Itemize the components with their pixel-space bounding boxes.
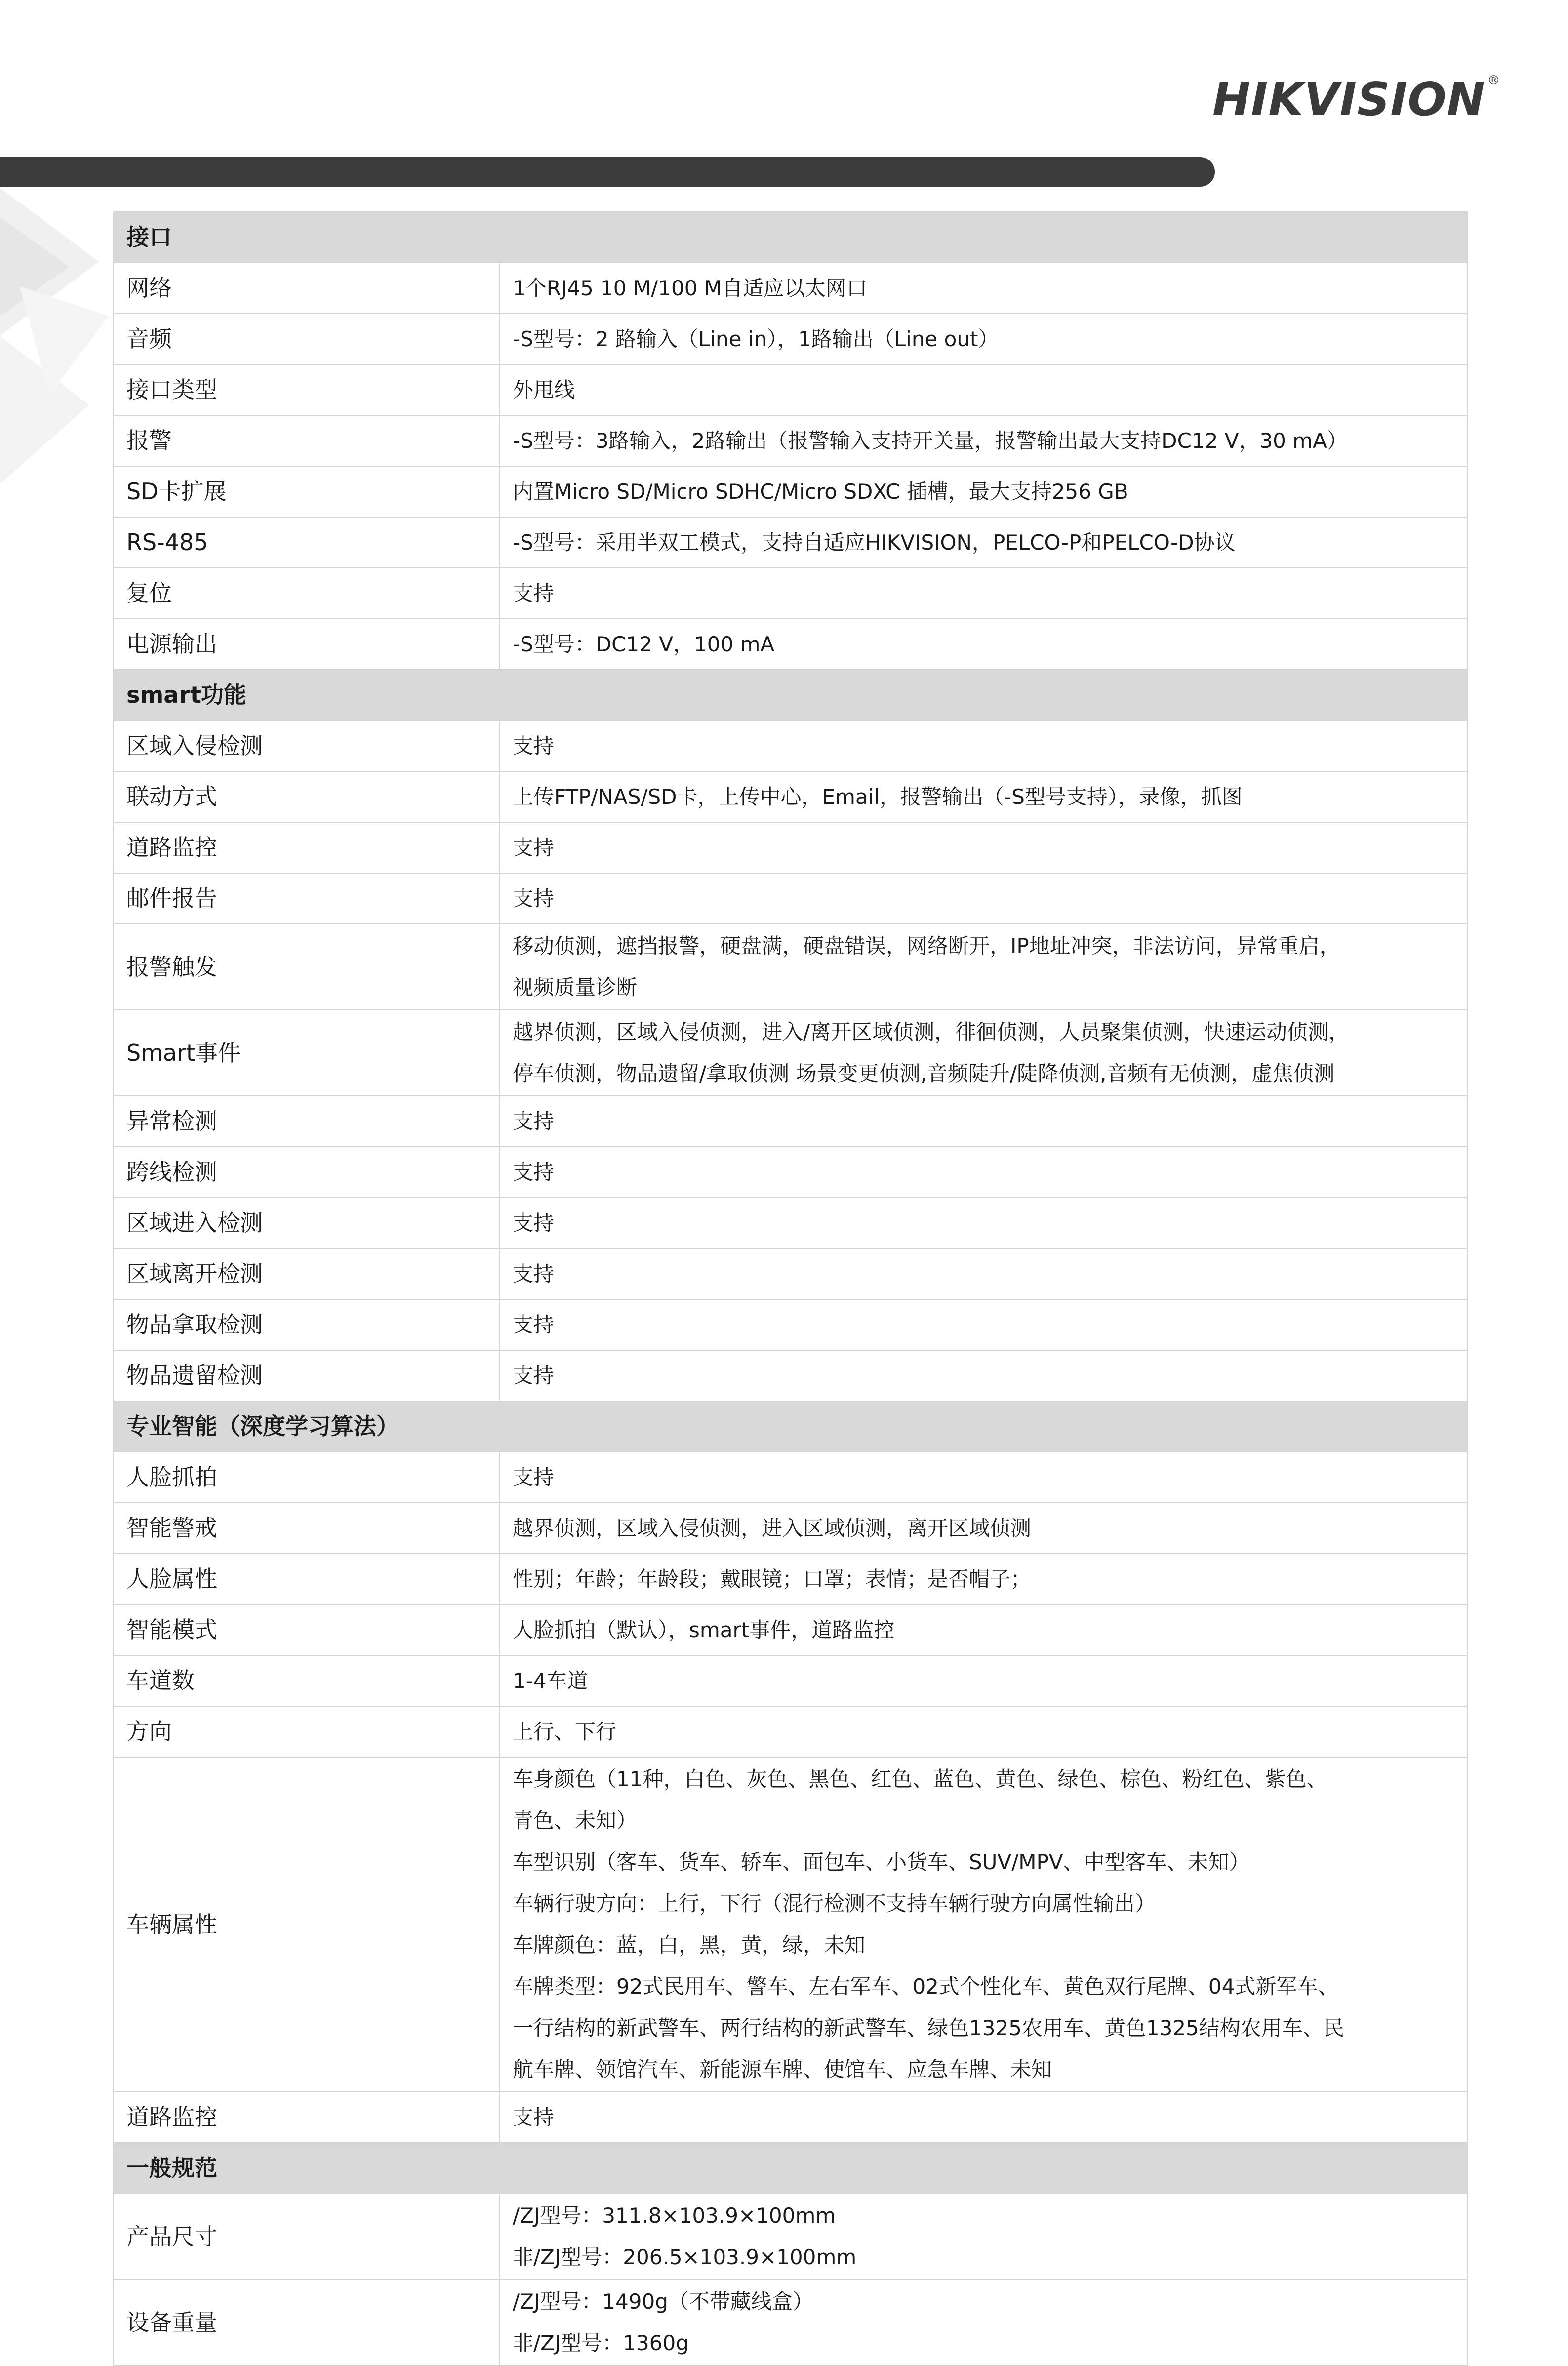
spec-value-line: 支持 <box>513 2105 555 2129</box>
spec-row <box>113 263 1467 314</box>
spec-label: 人脸抓拍 <box>113 1452 499 1503</box>
spec-row <box>113 1010 1467 1096</box>
spec-label: 人脸属性 <box>113 1554 499 1604</box>
spec-value <box>499 517 1467 568</box>
spec-label: 异常检测 <box>113 1096 499 1147</box>
spec-value-line: 性别；年龄；年龄段；戴眼镜；口罩；表情；是否帽子； <box>513 1567 1032 1591</box>
spec-row <box>113 517 1467 568</box>
spec-value <box>499 1096 1467 1147</box>
spec-value-line: 车牌类型：92式民用车、警车、左右军车、02式个性化车、黄色双行尾牌、04式新军车、 <box>513 1974 1339 1999</box>
spec-value-line: 非/ZJ型号：206.5×103.9×100mm <box>513 2245 857 2269</box>
spec-value-line: 1-4车道 <box>513 1669 588 1693</box>
spec-value <box>499 1010 1467 1096</box>
spec-value-line: 支持 <box>513 1262 555 1286</box>
hikvision-logo: HIKVISION ® <box>1212 73 1501 126</box>
spec-row <box>113 1350 1467 1401</box>
spec-value <box>499 721 1467 771</box>
spec-label: 道路监控 <box>113 822 499 873</box>
spec-value <box>499 1350 1467 1401</box>
section-header <box>113 212 1467 263</box>
spec-value-line: 视频质量诊断 <box>513 975 638 1000</box>
spec-value-line: -S型号：DC12 V，100 mA <box>513 632 775 656</box>
spec-row <box>113 314 1467 364</box>
spec-value-line: 支持 <box>513 1363 555 1388</box>
spec-value <box>499 1757 1467 2092</box>
spec-value-line: 移动侦测，遮挡报警，硬盘满，硬盘错误，网络断开，IP地址冲突，非法访问，异常重启， <box>513 934 1340 958</box>
spec-row <box>113 1452 1467 1503</box>
spec-label: 智能警戒 <box>113 1503 499 1554</box>
spec-value-line: -S型号：3路输入，2路输出（报警输入支持开关量，报警输出最大支持DC12 V，30 mA） <box>513 429 1348 453</box>
spec-label: 设备重量 <box>113 2280 499 2366</box>
spec-label: 联动方式 <box>113 771 499 822</box>
spec-row <box>113 619 1467 670</box>
spec-value-line: -S型号：2 路输入（Line in），1路输出（Line out） <box>513 327 999 351</box>
section-title: 专业智能（深度学习算法） <box>113 1401 1467 1452</box>
spec-value-line: 越界侦测，区域入侵侦测，进入/离开区域侦测，徘徊侦测，人员聚集侦测，快速运动侦测， <box>513 1020 1350 1044</box>
spec-value-line: /ZJ型号：1490g（不带藏线盒） <box>513 2289 813 2314</box>
spec-value-line: /ZJ型号：311.8×103.9×100mm <box>513 2204 836 2228</box>
spec-label: 车辆属性 <box>113 1757 499 2092</box>
spec-row <box>113 466 1467 517</box>
spec-label: 智能模式 <box>113 1604 499 1655</box>
spec-value-line: 1个RJ45 10 M/100 M自适应以太网口 <box>513 276 868 300</box>
spec-row <box>113 721 1467 771</box>
spec-value <box>499 1452 1467 1503</box>
spec-row <box>113 2280 1467 2366</box>
spec-value-line: 青色、未知） <box>513 1808 638 1833</box>
section-title: 一般规范 <box>113 2143 1467 2194</box>
spec-row <box>113 568 1467 619</box>
spec-value <box>499 364 1467 415</box>
spec-row <box>113 2194 1467 2280</box>
spec-label: 区域入侵检测 <box>113 721 499 771</box>
decorative-triangles <box>0 188 114 504</box>
spec-row <box>113 924 1467 1010</box>
spec-value-line: 非/ZJ型号：1360g <box>513 2331 689 2355</box>
spec-row <box>113 1096 1467 1147</box>
spec-value-line: -S型号：采用半双工模式，支持自适应HIKVISION，PELCO-P和PELCO-D协议 <box>513 530 1236 555</box>
spec-label: 物品遗留检测 <box>113 1350 499 1401</box>
spec-value <box>499 415 1467 466</box>
spec-value-line: 支持 <box>513 581 555 605</box>
spec-row <box>113 1248 1467 1299</box>
spec-row <box>113 822 1467 873</box>
spec-label: 方向 <box>113 1706 499 1757</box>
spec-value <box>499 1503 1467 1554</box>
spec-value-line: 车型识别（客车、货车、轿车、面包车、小货车、SUV/MPV、中型客车、未知） <box>513 1850 1250 1874</box>
spec-value-line: 支持 <box>513 1160 555 1184</box>
spec-value-line: 支持 <box>513 1211 555 1235</box>
spec-value-line: 上行、下行 <box>513 1720 617 1744</box>
spec-row <box>113 2092 1467 2143</box>
spec-value-line: 一行结构的新武警车、两行结构的新武警车、绿色1325农用车、黄色1325结构农用车、民 <box>513 2016 1344 2040</box>
spec-row <box>113 873 1467 924</box>
spec-value <box>499 822 1467 873</box>
spec-value <box>499 314 1467 364</box>
spec-label: RS-485 <box>113 517 499 568</box>
spec-label: 跨线检测 <box>113 1147 499 1198</box>
spec-label: 物品拿取检测 <box>113 1299 499 1350</box>
spec-value <box>499 466 1467 517</box>
spec-value <box>499 924 1467 1010</box>
spec-value-line: 越界侦测，区域入侵侦测，进入区域侦测，离开区域侦测 <box>513 1516 1032 1540</box>
spec-row <box>113 1554 1467 1604</box>
spec-label: 车道数 <box>113 1655 499 1706</box>
spec-row <box>113 1655 1467 1706</box>
spec-row <box>113 1757 1467 2092</box>
spec-value <box>499 619 1467 670</box>
spec-value <box>499 2194 1467 2280</box>
spec-label: 区域离开检测 <box>113 1248 499 1299</box>
spec-value <box>499 873 1467 924</box>
spec-label: 报警 <box>113 415 499 466</box>
spec-label: 道路监控 <box>113 2092 499 2143</box>
spec-label: 音频 <box>113 314 499 364</box>
spec-label: 接口类型 <box>113 364 499 415</box>
spec-value-line: 人脸抓拍（默认），smart事件，道路监控 <box>513 1618 895 1642</box>
spec-value-line: 车身颜色（11种，白色、灰色、黑色、红色、蓝色、黄色、绿色、棕色、粉红色、紫色、 <box>513 1767 1327 1791</box>
spec-label: 邮件报告 <box>113 873 499 924</box>
spec-value-line: 支持 <box>513 886 555 911</box>
spec-label: 报警触发 <box>113 924 499 1010</box>
spec-value-line: 车辆行驶方向：上行，下行（混行检测不支持车辆行驶方向属性输出） <box>513 1891 1156 1916</box>
spec-row <box>113 364 1467 415</box>
header-bar <box>0 157 1215 187</box>
spec-row <box>113 1706 1467 1757</box>
spec-value <box>499 263 1467 314</box>
spec-label: 区域进入检测 <box>113 1198 499 1248</box>
spec-value <box>499 1655 1467 1706</box>
spec-label: 网络 <box>113 263 499 314</box>
spec-row <box>113 1503 1467 1554</box>
spec-value <box>499 1248 1467 1299</box>
spec-label: 产品尺寸 <box>113 2194 499 2280</box>
spec-row <box>113 1198 1467 1248</box>
spec-value-line: 支持 <box>513 1313 555 1337</box>
spec-value-line: 外甩线 <box>513 378 575 402</box>
spec-label: 电源输出 <box>113 619 499 670</box>
spec-value <box>499 1604 1467 1655</box>
spec-value-line: 支持 <box>513 836 555 860</box>
spec-value-line: 内置Micro SD/Micro SDHC/Micro SDXC 插槽，最大支持256 GB <box>513 480 1128 504</box>
spec-row <box>113 415 1467 466</box>
spec-table <box>113 211 1468 2366</box>
spec-label: Smart事件 <box>113 1010 499 1096</box>
section-header <box>113 670 1467 721</box>
spec-label: SD卡扩展 <box>113 466 499 517</box>
spec-row <box>113 1604 1467 1655</box>
section-header <box>113 2143 1467 2194</box>
spec-value <box>499 771 1467 822</box>
spec-value <box>499 1299 1467 1350</box>
spec-value-line: 航车牌、领馆汽车、新能源车牌、使馆车、应急车牌、未知 <box>513 2057 1052 2082</box>
spec-value-line: 上传FTP/NAS/SD卡，上传中心，Email，报警输出（-S型号支持），录像，抓图 <box>513 785 1243 809</box>
spec-value <box>499 1147 1467 1198</box>
section-title: smart功能 <box>113 670 1467 721</box>
section-title: 接口 <box>113 212 1467 263</box>
spec-value <box>499 2280 1467 2366</box>
spec-value-line: 支持 <box>513 734 555 758</box>
section-header <box>113 1401 1467 1452</box>
spec-value-line: 支持 <box>513 1109 555 1133</box>
spec-value-line: 停车侦测，物品遗留/拿取侦测 场景变更侦测,音频陡升/陡降侦测,音频有无侦测，虚焦侦测 <box>513 1061 1335 1085</box>
spec-value <box>499 568 1467 619</box>
spec-row <box>113 771 1467 822</box>
spec-row <box>113 1299 1467 1350</box>
spec-value <box>499 1198 1467 1248</box>
spec-value <box>499 1706 1467 1757</box>
spec-value-line: 支持 <box>513 1465 555 1489</box>
spec-value <box>499 1554 1467 1604</box>
spec-row <box>113 1147 1467 1198</box>
spec-label: 复位 <box>113 568 499 619</box>
spec-value <box>499 2092 1467 2143</box>
spec-value-line: 车牌颜色：蓝，白，黑，黄，绿，未知 <box>513 1933 866 1957</box>
